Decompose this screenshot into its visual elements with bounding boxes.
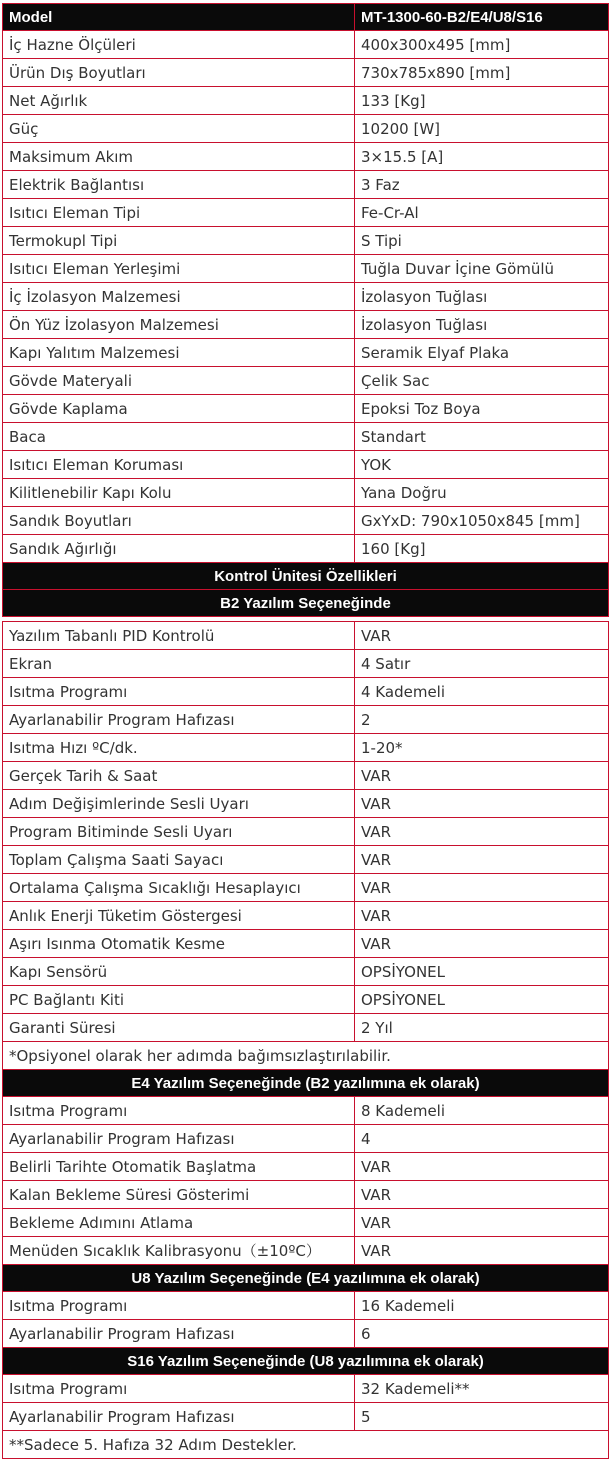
spec-value: 160 [Kg]: [355, 535, 609, 563]
feature-value: 2 Yıl: [355, 1014, 609, 1042]
spec-row: [3, 367, 609, 395]
spec-value: Çelik Sac: [355, 367, 609, 395]
feature-label: Menüden Sıcaklık Kalibrasyonu（±10ºC）: [3, 1237, 355, 1265]
feature-value: OPSİYONEL: [355, 958, 609, 986]
spec-label: Kapı Yalıtım Malzemesi: [3, 339, 355, 367]
feature-label: Isıtma Hızı ºC/dk.: [3, 734, 355, 762]
spec-value: 730x785x890 [mm]: [355, 59, 609, 87]
footnote: *Opsiyonel olarak her adımda bağımsızlaştırılabilir.: [3, 1042, 609, 1070]
feature-value: 16 Kademeli: [355, 1292, 609, 1320]
b2-note-row: [3, 1042, 609, 1070]
spec-label: Net Ağırlık: [3, 87, 355, 115]
spec-row: [3, 339, 609, 367]
spec-row: [3, 507, 609, 535]
s16-title-row: [3, 1348, 609, 1375]
spec-value: Tuğla Duvar İçine Gömülü: [355, 255, 609, 283]
spec-label: Ürün Dış Boyutları: [3, 59, 355, 87]
spec-label: Termokupl Tipi: [3, 227, 355, 255]
section-title: B2 Yazılım Seçeneğinde: [3, 590, 609, 617]
b2-feature-row: [3, 762, 609, 790]
feature-label: Anlık Enerji Tüketim Göstergesi: [3, 902, 355, 930]
spec-value: Yana Doğru: [355, 479, 609, 507]
spec-row: [3, 227, 609, 255]
footnote: **Sadece 5. Hafıza 32 Adım Destekler.: [3, 1431, 609, 1459]
spec-label: Sandık Ağırlığı: [3, 535, 355, 563]
spec-row: [3, 479, 609, 507]
feature-value: VAR: [355, 874, 609, 902]
model-header-row: [3, 4, 609, 31]
spec-row: [3, 255, 609, 283]
spec-value: S Tipi: [355, 227, 609, 255]
model-label: Model: [3, 4, 355, 31]
feature-label: Kapı Sensörü: [3, 958, 355, 986]
spec-value: Standart: [355, 423, 609, 451]
spec-label: Sandık Boyutları: [3, 507, 355, 535]
spec-label: Maksimum Akım: [3, 143, 355, 171]
feature-value: VAR: [355, 762, 609, 790]
feature-label: Ekran: [3, 650, 355, 678]
spec-value: 3×15.5 [A]: [355, 143, 609, 171]
b2-title-row: [3, 590, 609, 617]
b2-feature-row: [3, 706, 609, 734]
feature-value: VAR: [355, 902, 609, 930]
feature-label: Toplam Çalışma Saati Sayacı: [3, 846, 355, 874]
feature-value: 2: [355, 706, 609, 734]
feature-label: Isıtma Programı: [3, 1292, 355, 1320]
spec-row: [3, 395, 609, 423]
feature-value: 4 Satır: [355, 650, 609, 678]
feature-value: VAR: [355, 790, 609, 818]
feature-value: 32 Kademeli**: [355, 1375, 609, 1403]
feature-label: Adım Değişimlerinde Sesli Uyarı: [3, 790, 355, 818]
b2-feature-row: [3, 790, 609, 818]
spec-row: [3, 199, 609, 227]
e4-feature-row: [3, 1153, 609, 1181]
feature-value: VAR: [355, 1209, 609, 1237]
u8-feature-row: [3, 1292, 609, 1320]
control-unit-title-row: [3, 563, 609, 590]
b2-feature-row: [3, 986, 609, 1014]
section-title: E4 Yazılım Seçeneğinde (B2 yazılımına ek olarak): [3, 1070, 609, 1097]
e4-feature-row: [3, 1097, 609, 1125]
b2-feature-row: [3, 902, 609, 930]
feature-value: 8 Kademeli: [355, 1097, 609, 1125]
feature-label: Bekleme Adımını Atlama: [3, 1209, 355, 1237]
spec-label: Isıtıcı Eleman Koruması: [3, 451, 355, 479]
feature-value: VAR: [355, 930, 609, 958]
feature-label: Kalan Bekleme Süresi Gösterimi: [3, 1181, 355, 1209]
spec-row: [3, 283, 609, 311]
spec-row: [3, 423, 609, 451]
feature-label: Ayarlanabilir Program Hafızası: [3, 706, 355, 734]
spec-value: 10200 [W]: [355, 115, 609, 143]
section-title: S16 Yazılım Seçeneğinde (U8 yazılımına ek olarak): [3, 1348, 609, 1375]
spec-value: GxYxD: 790x1050x845 [mm]: [355, 507, 609, 535]
feature-value: 4 Kademeli: [355, 678, 609, 706]
b2-feature-row: [3, 958, 609, 986]
b2-feature-row: [3, 930, 609, 958]
feature-value: VAR: [355, 622, 609, 650]
e4-feature-row: [3, 1209, 609, 1237]
feature-value: 6: [355, 1320, 609, 1348]
spec-label: Isıtıcı Eleman Yerleşimi: [3, 255, 355, 283]
spec-label: Güç: [3, 115, 355, 143]
spec-value: İzolasyon Tuğlası: [355, 283, 609, 311]
b2-feature-row: [3, 734, 609, 762]
b2-feature-row: [3, 846, 609, 874]
feature-label: Garanti Süresi: [3, 1014, 355, 1042]
feature-label: Aşırı Isınma Otomatik Kesme: [3, 930, 355, 958]
b2-feature-row: [3, 874, 609, 902]
feature-label: Isıtma Programı: [3, 1097, 355, 1125]
spec-label: Kilitlenebilir Kapı Kolu: [3, 479, 355, 507]
spec-row: [3, 31, 609, 59]
spec-row: [3, 59, 609, 87]
spec-row: [3, 115, 609, 143]
section-title: U8 Yazılım Seçeneğinde (E4 yazılımına ek olarak): [3, 1265, 609, 1292]
b2-feature-row: [3, 622, 609, 650]
spec-row: [3, 143, 609, 171]
feature-value: OPSİYONEL: [355, 986, 609, 1014]
feature-label: Ayarlanabilir Program Hafızası: [3, 1403, 355, 1431]
spec-label: İç İzolasyon Malzemesi: [3, 283, 355, 311]
b2-feature-row: [3, 650, 609, 678]
feature-value: 1-20*: [355, 734, 609, 762]
s16-feature-row: [3, 1403, 609, 1431]
feature-label: Ortalama Çalışma Sıcaklığı Hesaplayıcı: [3, 874, 355, 902]
spec-label: Baca: [3, 423, 355, 451]
spec-row: [3, 311, 609, 339]
feature-label: Ayarlanabilir Program Hafızası: [3, 1320, 355, 1348]
spec-value: Epoksi Toz Boya: [355, 395, 609, 423]
spec-label: Gövde Materyali: [3, 367, 355, 395]
feature-label: Belirli Tarihte Otomatik Başlatma: [3, 1153, 355, 1181]
spec-value: İzolasyon Tuğlası: [355, 311, 609, 339]
feature-label: Yazılım Tabanlı PID Kontrolü: [3, 622, 355, 650]
feature-label: PC Bağlantı Kiti: [3, 986, 355, 1014]
e4-feature-row: [3, 1181, 609, 1209]
feature-label: Isıtma Programı: [3, 678, 355, 706]
spec-label: Isıtıcı Eleman Tipi: [3, 199, 355, 227]
spec-value: 3 Faz: [355, 171, 609, 199]
spec-label: Gövde Kaplama: [3, 395, 355, 423]
b2-feature-row: [3, 818, 609, 846]
feature-value: VAR: [355, 1237, 609, 1265]
spec-label: İç Hazne Ölçüleri: [3, 31, 355, 59]
spec-label: Elektrik Bağlantısı: [3, 171, 355, 199]
spec-value: YOK: [355, 451, 609, 479]
spec-row: [3, 171, 609, 199]
spec-value: 400x300x495 [mm]: [355, 31, 609, 59]
feature-label: Ayarlanabilir Program Hafızası: [3, 1125, 355, 1153]
b2-feature-row: [3, 1014, 609, 1042]
feature-value: VAR: [355, 818, 609, 846]
feature-value: VAR: [355, 1153, 609, 1181]
model-value: MT-1300-60-B2/E4/U8/S16: [355, 4, 609, 31]
u8-feature-row: [3, 1320, 609, 1348]
feature-label: Isıtma Programı: [3, 1375, 355, 1403]
u8-title-row: [3, 1265, 609, 1292]
feature-value: 5: [355, 1403, 609, 1431]
spec-table: [2, 3, 609, 1459]
spec-row: [3, 87, 609, 115]
spec-row: [3, 451, 609, 479]
spec-value: 133 [Kg]: [355, 87, 609, 115]
section-title: Kontrol Ünitesi Özellikleri: [3, 563, 609, 590]
s16-note-row: [3, 1431, 609, 1459]
feature-label: Program Bitiminde Sesli Uyarı: [3, 818, 355, 846]
b2-feature-row: [3, 678, 609, 706]
s16-feature-row: [3, 1375, 609, 1403]
spec-row: [3, 535, 609, 563]
spec-value: Fe-Cr-Al: [355, 199, 609, 227]
e4-title-row: [3, 1070, 609, 1097]
spec-value: Seramik Elyaf Plaka: [355, 339, 609, 367]
feature-label: Gerçek Tarih & Saat: [3, 762, 355, 790]
feature-value: 4: [355, 1125, 609, 1153]
spec-label: Ön Yüz İzolasyon Malzemesi: [3, 311, 355, 339]
feature-value: VAR: [355, 1181, 609, 1209]
e4-feature-row: [3, 1237, 609, 1265]
feature-value: VAR: [355, 846, 609, 874]
spec-table-body: [3, 4, 609, 1459]
e4-feature-row: [3, 1125, 609, 1153]
